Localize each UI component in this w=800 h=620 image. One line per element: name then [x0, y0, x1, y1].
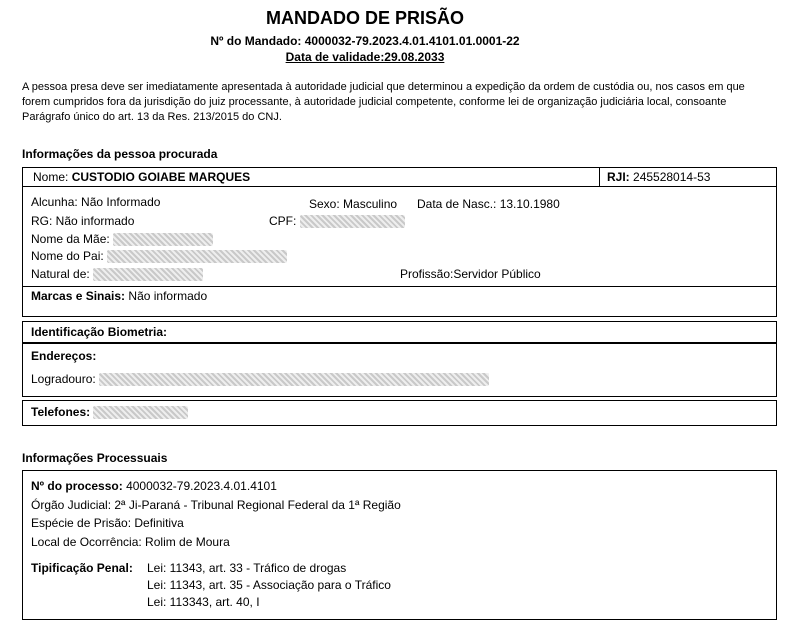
warrant-number: Nº do Mandado: 4000032-79.2023.4.01.4101.01.0001-22 [210, 34, 520, 48]
marks-value: Não informado [128, 289, 208, 303]
sex: Sexo: Masculino [309, 197, 398, 211]
name-row [22, 167, 777, 187]
process-section-title: Informações Processuais [22, 451, 168, 465]
redacted-cpf [300, 215, 405, 228]
biometrics-label: Identificação Biometria: [31, 325, 168, 339]
redacted-birthplace [93, 268, 203, 281]
court: Órgão Judicial: 2ª Ji-Paraná - Tribunal Regional Federal da 1ª Região [31, 498, 401, 512]
rji-value: 245528014-53 [633, 170, 711, 184]
redacted-phones [93, 406, 188, 419]
penal-item: Lei: 11343, art. 33 - Tráfico de drogas [147, 561, 347, 575]
birthplace [31, 267, 203, 281]
address-box [22, 343, 777, 397]
birth-date: Data de Nasc.: 13.10.1980 [417, 197, 560, 211]
rg: RG: Não informado [31, 214, 135, 228]
process-number [31, 479, 277, 493]
birthplace-label: Natural de: [31, 267, 90, 281]
person-name [33, 170, 250, 184]
father-name [31, 249, 287, 263]
name-value: CUSTODIO GOIABE MARQUES [71, 170, 251, 184]
marks-box [22, 286, 777, 317]
redacted-street [99, 373, 489, 386]
penal-item: Lei: 11343, art. 35 - Associação para o Tráfico [147, 578, 391, 592]
rji [607, 170, 710, 184]
penal-item: Lei: 113343, art. 40, I [147, 595, 260, 609]
redacted-mother-name [113, 233, 213, 246]
cpf-label: CPF: [269, 214, 297, 228]
street-label: Logradouro: [31, 372, 96, 386]
street [31, 372, 489, 386]
redacted-father-name [107, 250, 287, 263]
phones-box [22, 400, 777, 426]
mother-label: Nome da Mãe: [31, 232, 110, 246]
arrest-type: Espécie de Prisão: Definitiva [31, 516, 184, 530]
process-number-label: Nº do processo: [31, 479, 123, 493]
document-title: MANDADO DE PRISÃO [265, 8, 464, 28]
alias: Alcunha: Não Informado [31, 195, 161, 209]
process-box [22, 470, 777, 620]
rji-label: RJI: [607, 170, 630, 184]
phones-label: Telefones: [31, 405, 91, 419]
process-number-value: 4000032-79.2023.4.01.4101 [126, 479, 277, 493]
occurrence-location: Local de Ocorrência: Rolim de Moura [31, 535, 230, 549]
address-label: Endereços: [31, 349, 97, 363]
marks [31, 289, 207, 303]
personal-details-box [22, 186, 777, 287]
validity-date: Data de validade:29.08.2033 [285, 50, 445, 64]
profession: Profissão:Servidor Público [400, 267, 541, 281]
father-label: Nome do Pai: [31, 249, 104, 263]
phones [31, 405, 188, 419]
name-label: Nome: [33, 170, 69, 184]
name-row-divider [599, 168, 600, 186]
biometrics-box [22, 321, 777, 343]
intro-paragraph: A pessoa presa deve ser imediatamente apresentada à autoridade judicial que determinou a expedição da ordem de custódia ou, nos casos em que forem cumpridos fora da jurisdição do juiz processante, à autoridade judicial competente, conforme lei de organização judiciária local, consoante Parágrafo único do art. 13 da Res. 213/2015 do CNJ. [22, 81, 745, 123]
person-section-title: Informações da pessoa procurada [22, 147, 218, 161]
mother-name [31, 232, 213, 246]
cpf [269, 214, 405, 228]
marks-label: Marcas e Sinais: [31, 289, 126, 303]
penal-label: Tipificação Penal: [31, 561, 133, 575]
